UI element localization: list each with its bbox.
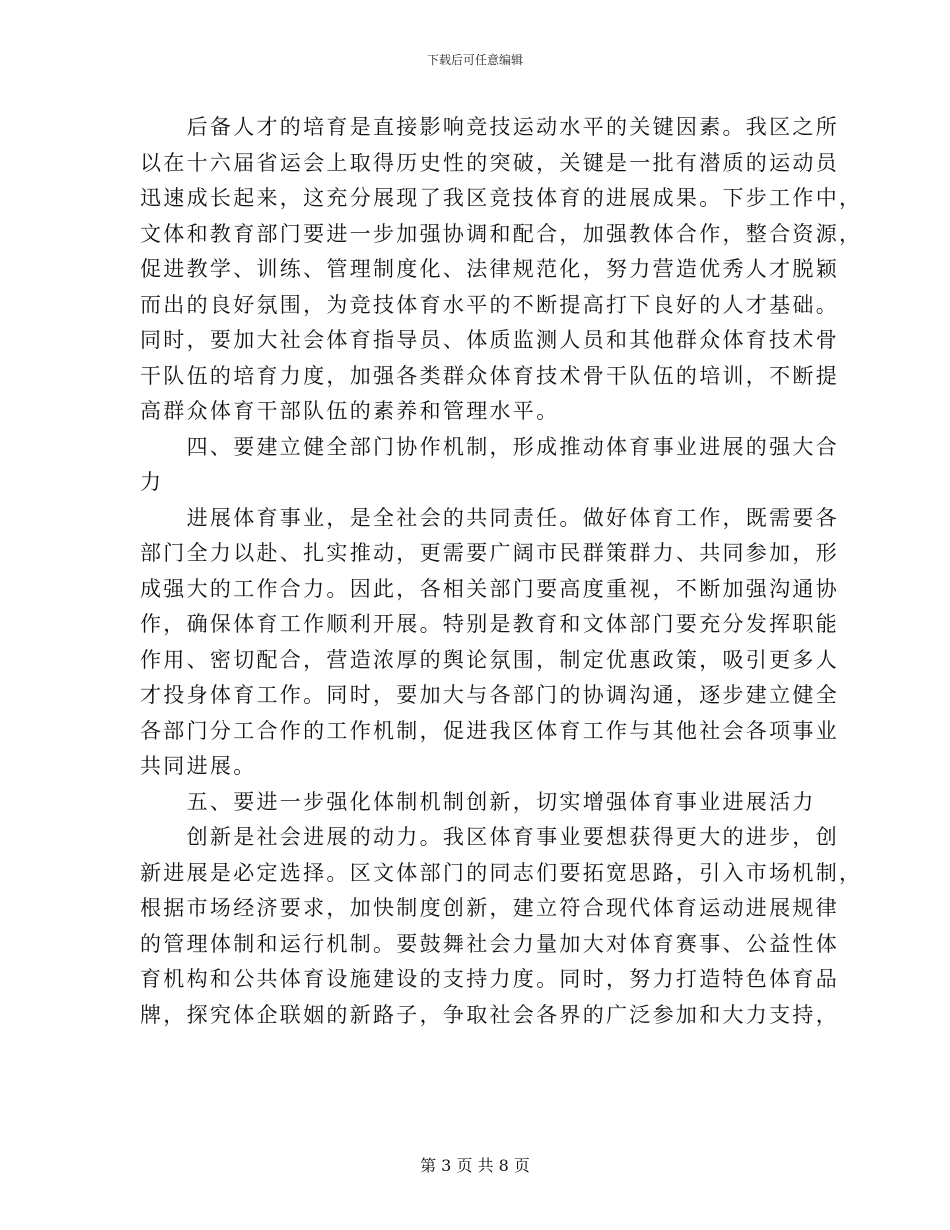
header-text: 下载后可任意编辑 (426, 53, 523, 67)
text-line: 才投身体育工作。同时，要加大与各部门的协调沟通，逐步建立健全 (140, 683, 839, 707)
text-line: 高群众体育干部队伍的素养和管理水平。 (140, 399, 560, 423)
text-line: 迅速成长起来，这充分展现了我区竞技体育的进展成果。下步工作中， (140, 186, 863, 210)
text-line: 以在十六届省运会上取得历史性的突破，关键是一批有潜质的运动员 (140, 150, 839, 175)
text-line: 部门全力以赴、扎实推动，更需要广阔市民群策群力、共同参加，形 (140, 541, 839, 565)
text-line: 的管理体制和运行机制。要鼓舞社会力量加大对体育赛事、公益性体 (140, 931, 839, 956)
text-line: 育机构和公共体育设施建设的支持力度。同时，努力打造特色体育品 (140, 967, 839, 991)
text-line: 共同进展。 (140, 754, 257, 778)
page-header (0, 52, 950, 68)
page-footer (0, 1156, 950, 1176)
text-line: 后备人才的培育是直接影响竞技运动水平的关键因素。我区之所 (140, 115, 839, 139)
text-line: 五、要进一步强化体制机制创新，切实增强体育事业进展活力 (140, 789, 816, 814)
document-body (140, 110, 863, 1033)
text-line: 各部门分工合作的工作机制，促进我区体育工作与其他社会各项事业 (140, 718, 839, 743)
text-line: 四、要建立健全部门协作机制，形成推动体育事业进展的强大合 (140, 434, 839, 459)
text-line: 创新是社会进展的动力。我区体育事业要想获得更大的进步，创 (140, 825, 839, 849)
page-number: 第 3 页 共 8 页 (420, 1156, 530, 1175)
text-line: 新进展是必定选择。区文体部门的同志们要拓宽思路，引入市场机制， (140, 860, 863, 885)
text-line: 同时，要加大社会体育指导员、体质监测人员和其他群众体育技术骨 (140, 328, 839, 352)
text-line: 牌，探究体企联姻的新路子，争取社会各界的广泛参加和大力支持， (140, 1002, 839, 1027)
text-line: 成强大的工作合力。因此，各相关部门要高度重视，不断加强沟通协 (140, 576, 839, 601)
text-line: 作用、密切配合，营造浓厚的舆论氛围，制定优惠政策，吸引更多人 (140, 647, 839, 672)
text-line: 作，确保体育工作顺利开展。特别是教育和文体部门要充分发挥职能 (140, 612, 839, 636)
text-line: 促进教学、训练、管理制度化、法律规范化，努力营造优秀人才脱颖 (140, 257, 839, 281)
text-line: 而出的良好氛围，为竞技体育水平的不断提高打下良好的人才基础。 (140, 292, 839, 317)
text-line: 干队伍的培育力度，加强各类群众体育技术骨干队伍的培训，不断提 (140, 363, 839, 388)
text-line: 根据市场经济要求，加快制度创新，建立符合现代体育运动进展规律 (140, 896, 839, 920)
text-line: 文体和教育部门要进一步加强协调和配合，加强教体合作，整合资源， (140, 221, 863, 246)
text-line: 力 (140, 470, 164, 494)
text-line: 进展体育事业，是全社会的共同责任。做好体育工作，既需要各 (140, 505, 839, 530)
